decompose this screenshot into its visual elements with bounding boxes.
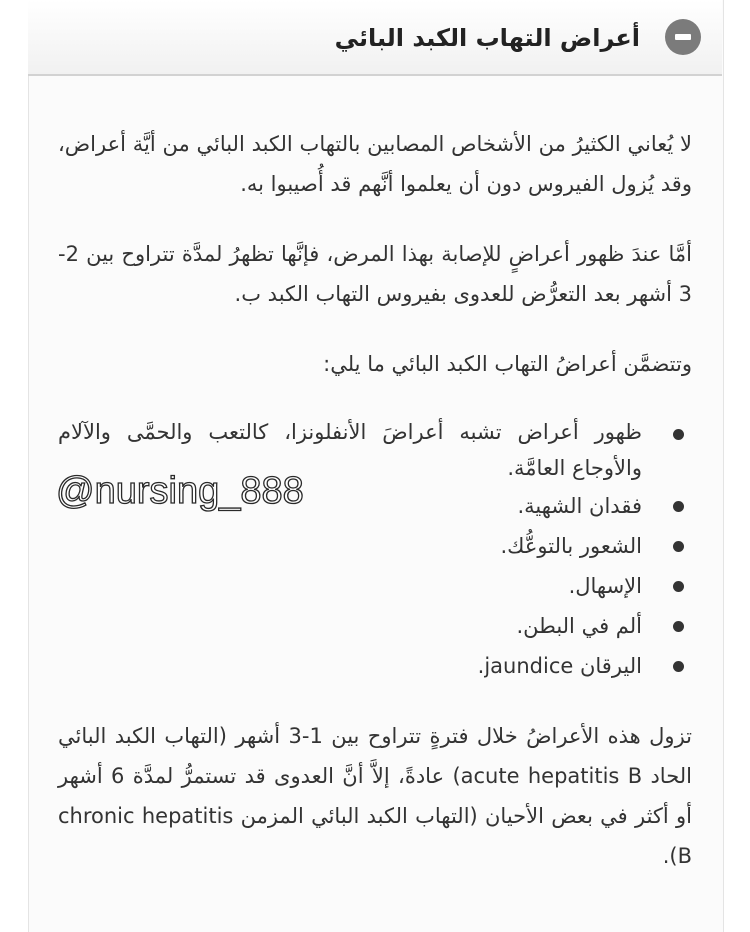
section-header[interactable] bbox=[28, 0, 722, 76]
list-item bbox=[58, 566, 642, 606]
bullet-icon bbox=[673, 581, 684, 592]
section-title: أعراض التهاب الكبد البائي bbox=[334, 24, 640, 52]
watermark: @nursing_888 bbox=[56, 470, 304, 512]
bullet-icon bbox=[673, 429, 684, 440]
list-item bbox=[58, 526, 642, 566]
paragraph-duration: تزول هذه الأعراضُ خلال فترةٍ تتراوح بين 1-3 أشهر (التهاب الكبد البائي الحاد acute hepatitis B) عادةً، إلاَّ أنَّ العدوى قد تستمرُّ لمدَّة 6 أشهر أو أكثر في بعض الأحيان (التهاب الكبد البائي المزمن chronic hepatitis B). bbox=[58, 724, 693, 868]
paragraph-onset: أمَّا عندَ ظهور أعراضٍ للإصابة بهذا المرض، فإنَّها تظهرُ لمدَّة تتراوح بين 2-3 أشهر بعد التعرُّض للعدوى بفيروس التهاب الكبد ب. bbox=[58, 242, 692, 306]
list-item-text: اليرقان jaundice. bbox=[477, 654, 642, 678]
bullet-icon bbox=[673, 621, 684, 632]
symptom-list bbox=[58, 414, 692, 686]
minus-bar bbox=[675, 34, 691, 40]
list-item bbox=[58, 646, 642, 686]
minus-circle-icon[interactable] bbox=[665, 19, 701, 55]
list-item-text: فقدان الشهية. bbox=[517, 494, 642, 518]
list-intro: وتتضمَّن أعراضُ التهاب الكبد البائي ما يلي: bbox=[323, 352, 692, 376]
list-item-text: ألم في البطن. bbox=[516, 614, 642, 638]
list-item-text: الشعور بالتوعُّك. bbox=[500, 534, 642, 558]
bullet-icon bbox=[673, 541, 684, 552]
list-item-text: الإسهال. bbox=[568, 574, 642, 598]
bullet-icon bbox=[673, 661, 684, 672]
paragraph-intro: لا يُعاني الكثيرُ من الأشخاص المصابين بالتهاب الكبد البائي من أيَّة أعراض، وقد يُزول الفيروس دون أن يعلموا أنَّهم قد أُصيبوا به. bbox=[58, 132, 692, 196]
bullet-icon bbox=[673, 501, 684, 512]
list-item bbox=[58, 606, 642, 646]
list-item-text: ظهور أعراض تشبه أعراضَ الأنفلونزا، كالتعب والحمَّى والآلام والأوجاع العامَّة. bbox=[58, 420, 642, 480]
